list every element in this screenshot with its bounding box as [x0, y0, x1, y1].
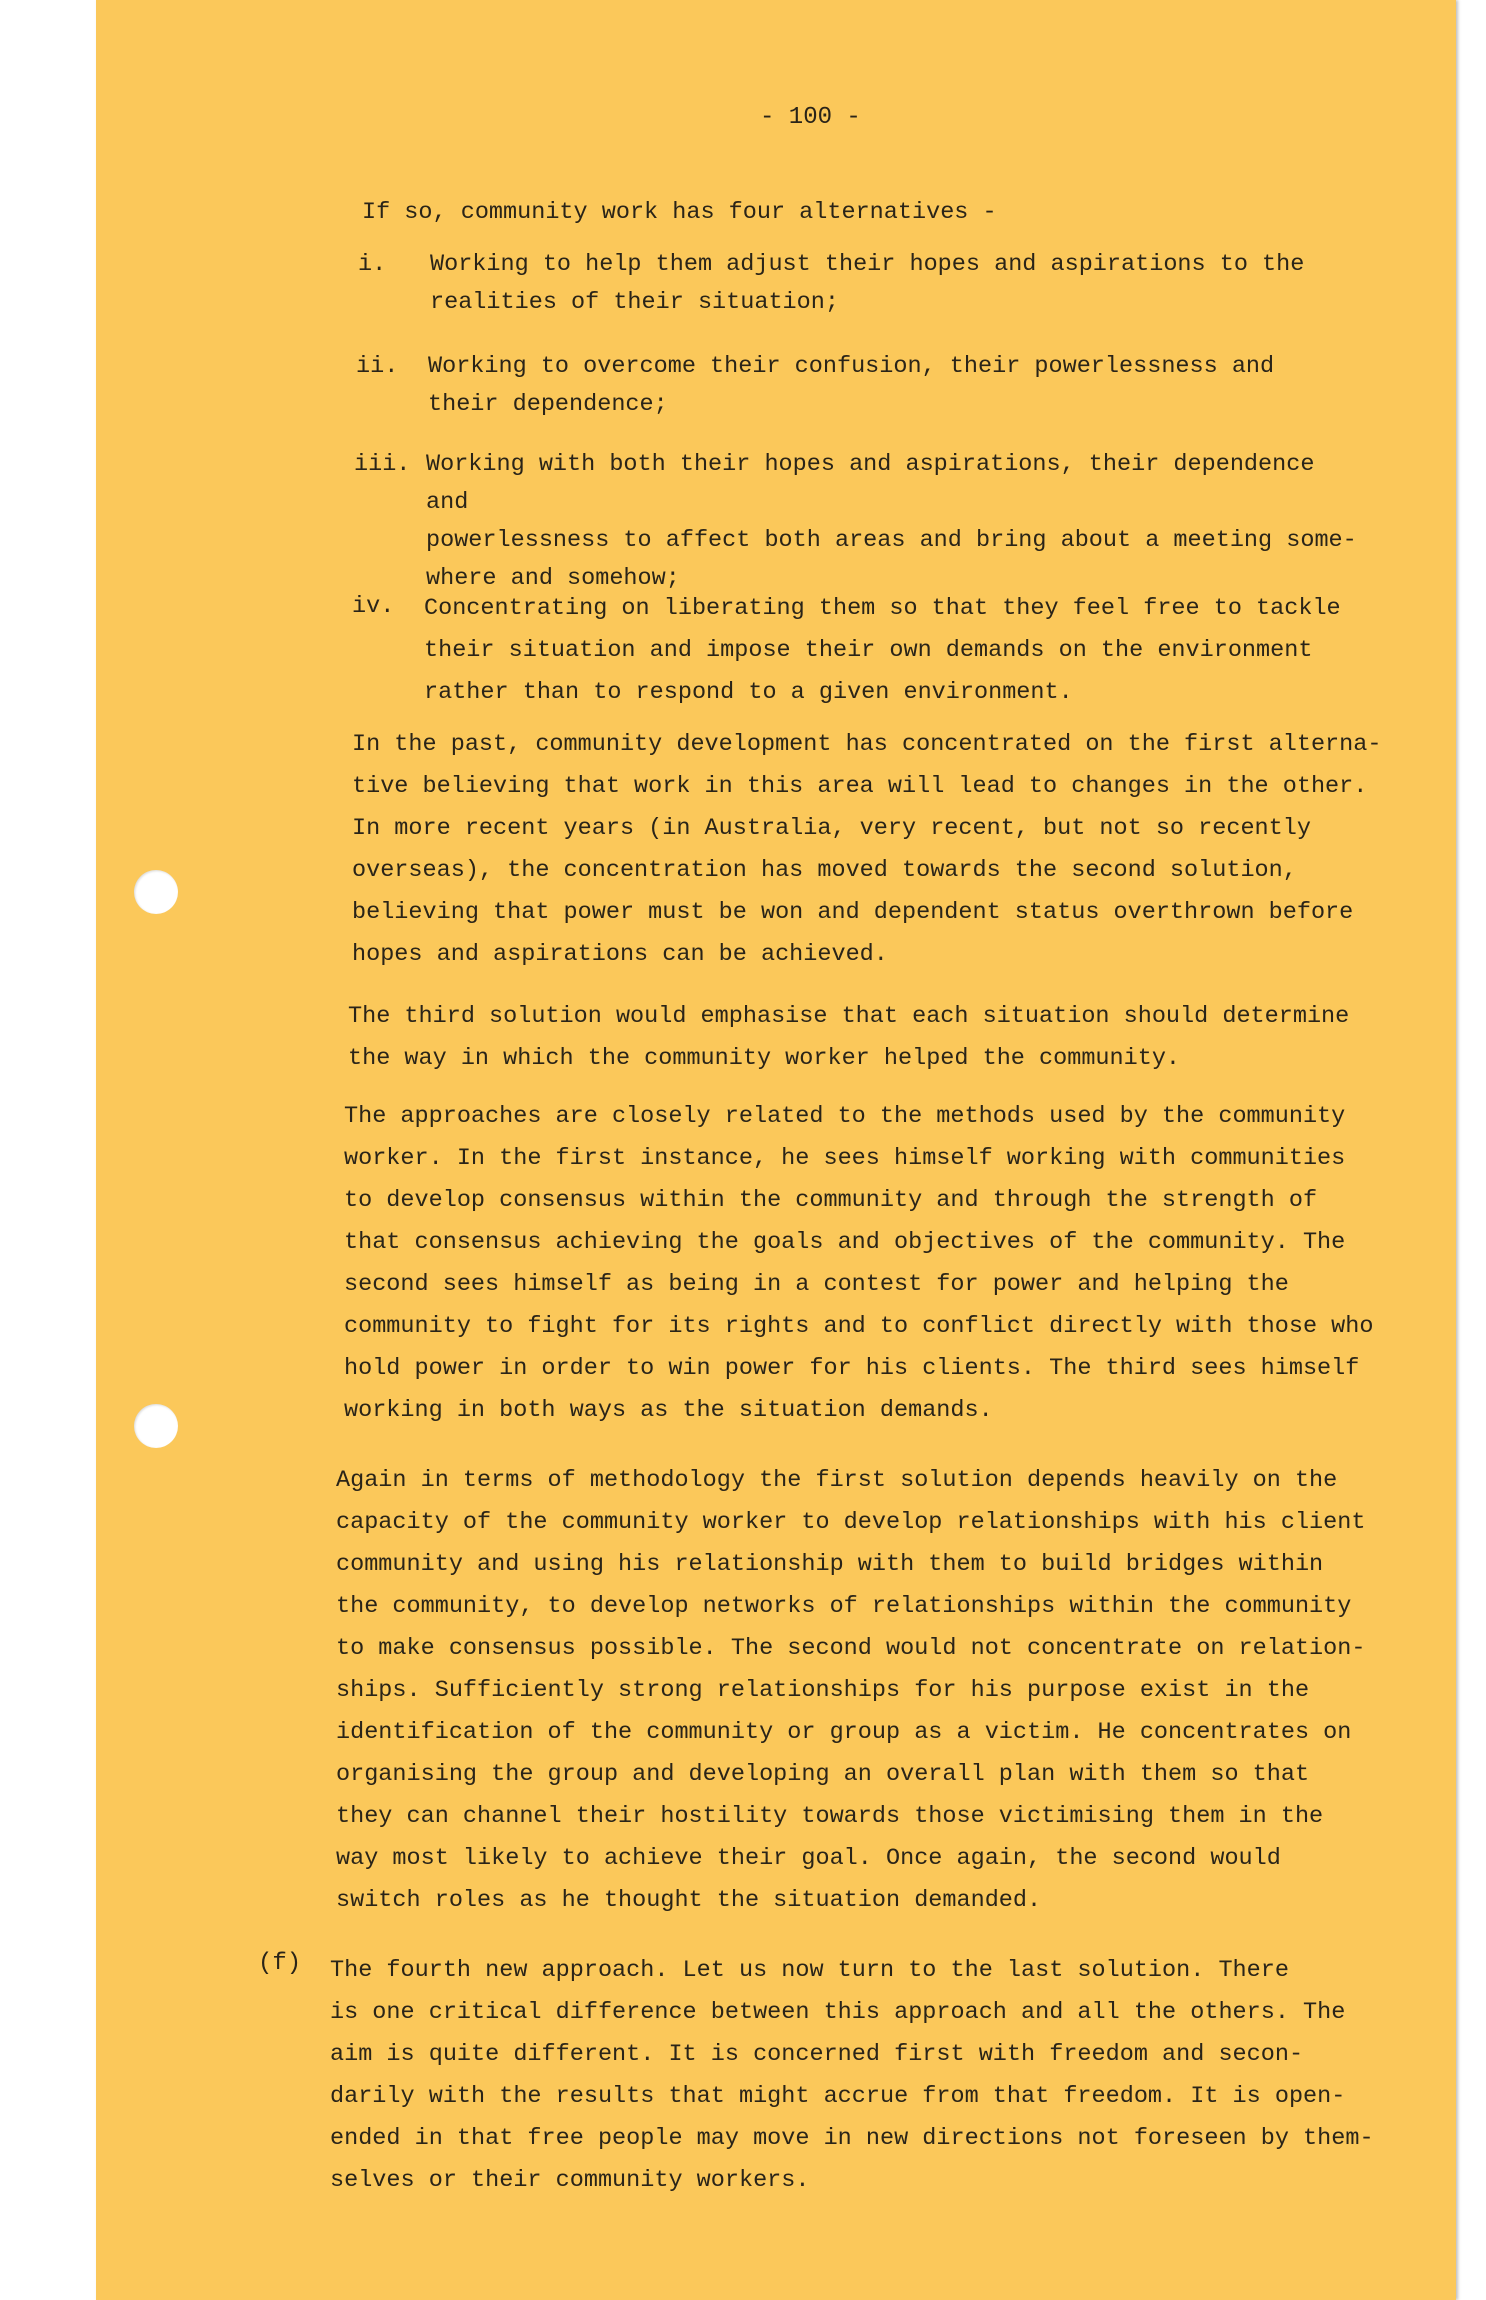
alternative-line: rather than to respond to a given environment.	[424, 679, 1073, 706]
alternative-line: Concentrating on liberating them so that they feel free to tackle	[424, 595, 1341, 622]
paragraph-methodology: Again in terms of methodology the first solution depends heavily on the capacity of the community worker to develop relationships with his client community and using his relationship with them to build bridges within the community, to develop networks of relationships within the community to make consensus possible. The second would not concentrate on relation- ships. Sufficiently strong relationships for his purpose exist in the identification of the community or group as a victim. He concentrates on organising the group and developing an overall plan with them so that they can channel their hostility towards those victimising them in the way most likely to achieve their goal. Once again, the second would switch roles as he thought the situation demanded.	[336, 1467, 1366, 1914]
paragraph-approaches: The approaches are closely related to the methods used by the community worker. In the first instance, he sees himself working with communities to develop consensus within the community and through the strength of that consensus achieving the goals and objectives of the community. The second sees himself as being in a contest for power and helping the community to fight for its rights and to conflict directly with those who hold power in order to win power for his clients. The third sees himself working in both ways as the situation demands.	[344, 1103, 1374, 1424]
paragraph-past: In the past, community development has concentrated on the first alterna- tive believing that work in this area will lead to changes in the other. In more recent years (in Australia, very recent, but not so recently overseas), the concentration has moved towards the second solution, believing that power must be won and dependent status overthrown before hopes and aspirations can be achieved.	[352, 731, 1382, 968]
alternative-line: where and somehow;	[426, 565, 680, 592]
paragraph-third-solution: The third solution would emphasise that each situation should determine the way in which the community worker helped the community.	[348, 1003, 1350, 1072]
alternative-number: iii.	[354, 451, 411, 478]
punch-hole-upper	[134, 870, 178, 914]
alternative-number: i.	[358, 251, 387, 278]
alternative-line: Working to overcome their confusion, their powerlessness and	[428, 353, 1275, 380]
intro-line: If so, community work has four alternatives -	[362, 199, 997, 226]
alternative-line: their dependence;	[428, 391, 668, 418]
alternative-number: iv.	[352, 593, 395, 620]
alternative-line: realities of their situation;	[430, 289, 839, 316]
alternative-line: Working to help them adjust their hopes and aspirations to the	[430, 251, 1305, 278]
alternative-number: ii.	[356, 353, 399, 380]
page-number: - 100 -	[760, 104, 861, 131]
punch-hole-lower	[134, 1404, 178, 1448]
alternative-line: their situation and impose their own demands on the environment	[424, 637, 1313, 664]
section-marker-f: (f)	[258, 1950, 302, 1977]
alternative-line: powerlessness to affect both areas and bring about a meeting some-	[426, 527, 1357, 554]
alternative-line: Working with both their hopes and aspirations, their dependence and	[426, 451, 1315, 516]
paragraph-fourth-approach: The fourth new approach. Let us now turn to the last solution. There is one critical difference between this approach and all the others. The aim is quite different. It is concerned first with freedom and secon- darily with the results that might accrue from that freedom. It is open- ended in that free people may move in new directions not foreseen by them- selves or their community workers.	[330, 1957, 1374, 2194]
